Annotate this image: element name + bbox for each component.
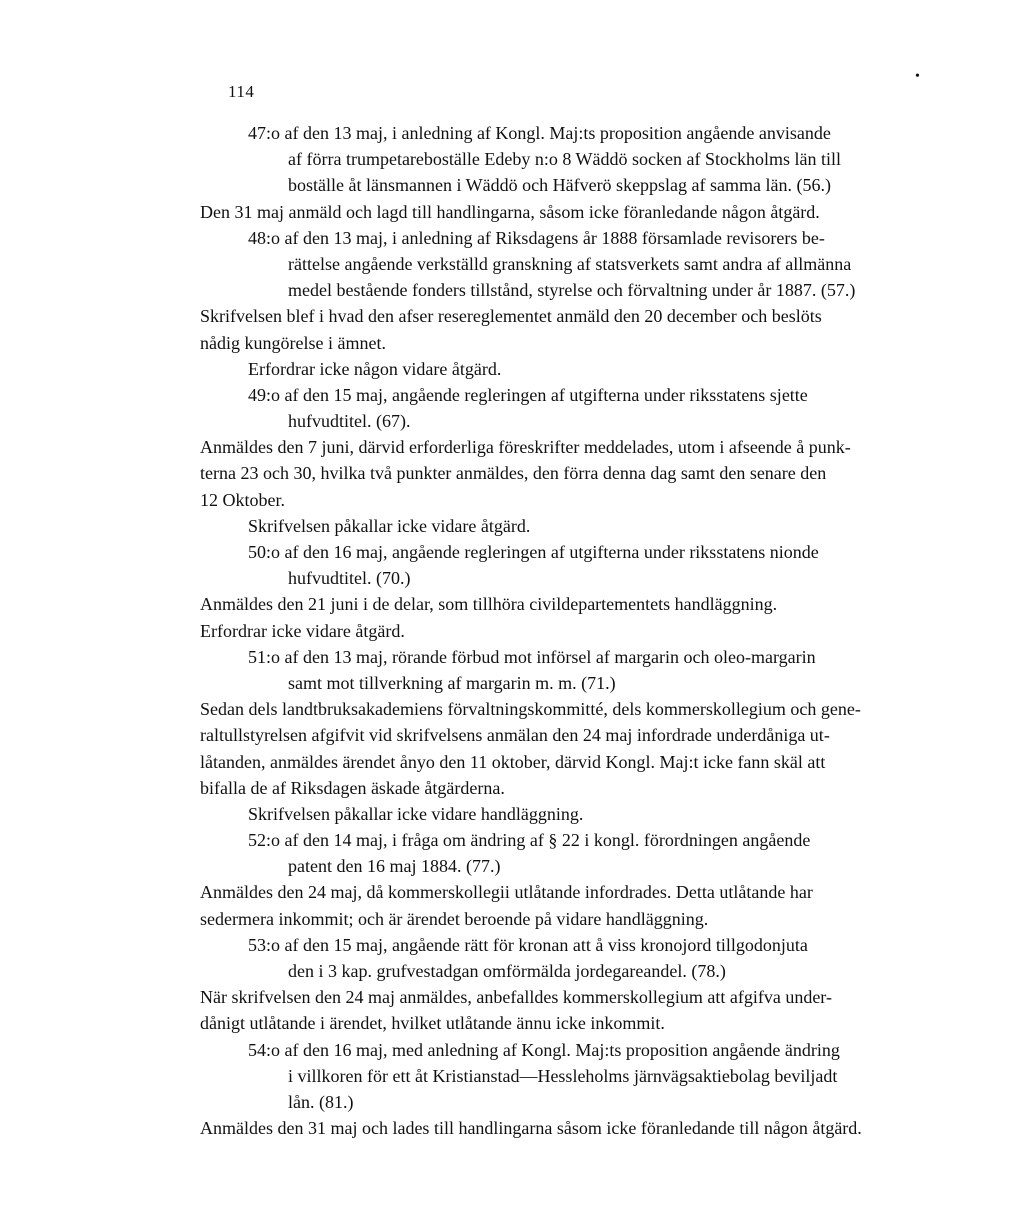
text-line: Den 31 maj anmäld och lagd till handlingarna, såsom icke föranledande någon åtgärd. xyxy=(200,201,820,222)
text-line: lån. (81.) xyxy=(288,1091,354,1112)
text-line: sedermera inkommit; och är ärendet beroende på vidare handläggning. xyxy=(200,908,709,929)
text-line: 52:o af den 14 maj, i fråga om ändring af § 22 i kongl. förordningen angående xyxy=(248,830,811,851)
text-line: i villkoren för ett åt Kristianstad—Hessleholms järnvägsaktiebolag beviljadt xyxy=(288,1065,838,1086)
text-line: När skrifvelsen den 24 maj anmäldes, anbefalldes kommerskollegium att afgifva under- xyxy=(200,987,832,1008)
text-line: Anmäldes den 31 maj och lades till handlingarna såsom icke föranledande till någon åtgärd. xyxy=(200,1118,862,1139)
text-line: Skrifvelsen blef i hvad den afser resereglementet anmäld den 20 december och beslöts xyxy=(200,306,822,327)
text-line: bifalla de af Riksdagen äskade åtgärderna. xyxy=(200,777,505,798)
text-line: 51:o af den 13 maj, rörande förbud mot införsel af margarin och oleo-margarin xyxy=(248,646,816,667)
text-line: 49:o af den 15 maj, angående regleringen af utgifterna under riksstatens sjette xyxy=(248,384,808,405)
text-line: Skrifvelsen påkallar icke vidare åtgärd. xyxy=(248,515,531,536)
text-line: låtanden, anmäldes ärendet ånyo den 11 oktober, därvid Kongl. Maj:t icke fann skäl att xyxy=(200,751,826,772)
text-line: 54:o af den 16 maj, med anledning af Kongl. Maj:ts proposition angående ändring xyxy=(248,1039,840,1060)
text-line: raltullstyrelsen afgifvit vid skrifvelsens anmälan den 24 maj infordrade underdåniga ut- xyxy=(200,725,830,746)
text-line: den i 3 kap. grufvestadgan omförmälda jordegareandel. (78.) xyxy=(288,961,726,981)
text-line: 53:o af den 15 maj, angående rätt för kronan att å viss kronojord tillgodonjuta xyxy=(248,934,808,955)
text-line: Sedan dels landtbruksakademiens förvaltningskommitté, dels kommerskollegium och gene- xyxy=(200,699,861,720)
text-line: hufvudtitel. (67). xyxy=(288,411,411,432)
text-line: rättelse angående verkställd granskning af statsverkets samt andra af allmänna xyxy=(288,253,852,274)
text-line: samt mot tillverkning af margarin m. m. (71.) xyxy=(288,672,616,693)
text-line: medel bestående fonders tillstånd, styrelse och förvaltning under år 1887. (57.) xyxy=(288,280,856,301)
text-line: boställe åt länsmannen i Wäddö och Häfverö skeppslag af samma län. (56.) xyxy=(288,175,831,196)
page-number: 114 xyxy=(228,82,255,101)
text-line: Skrifvelsen påkallar icke vidare handläggning. xyxy=(248,803,584,824)
text-line: Anmäldes den 7 juni, därvid erforderliga föreskrifter meddelades, utom i afseende å punk- xyxy=(200,437,851,458)
margin-mark: • xyxy=(915,69,920,84)
text-line: Erfordrar icke någon vidare åtgärd. xyxy=(248,358,502,379)
text-line: Erfordrar icke vidare åtgärd. xyxy=(200,620,405,641)
text-line: terna 23 och 30, hvilka två punkter anmäldes, den förra denna dag samt den senare den xyxy=(200,463,827,484)
text-line: dånigt utlåtande i ärendet, hvilket utlåtande ännu icke inkommit. xyxy=(200,1013,665,1034)
text-line: 12 Oktober. xyxy=(200,489,285,510)
text-line: nådig kungörelse i ämnet. xyxy=(200,332,386,353)
text-line: 48:o af den 13 maj, i anledning af Riksdagens år 1888 församlade revisorers be- xyxy=(248,227,825,248)
text-line: Anmäldes den 21 juni i de delar, som tillhöra civildepartementets handläggning. xyxy=(200,594,778,615)
text-line: 50:o af den 16 maj, angående regleringen af utgifterna under riksstatens nionde xyxy=(248,542,819,562)
text-line: hufvudtitel. (70.) xyxy=(288,568,411,589)
text-line: 47:o af den 13 maj, i anledning af Kongl. Maj:ts proposition angående anvisande xyxy=(248,123,831,143)
text-line: af förra trumpetareboställe Edeby n:o 8 Wäddö socken af Stockholms län till xyxy=(288,149,842,170)
text-line: Anmäldes den 24 maj, då kommerskollegii utlåtande infordrades. Detta utlåtande har xyxy=(200,882,813,903)
document-body xyxy=(200,120,940,1141)
text-line: patent den 16 maj 1884. (77.) xyxy=(288,856,501,877)
